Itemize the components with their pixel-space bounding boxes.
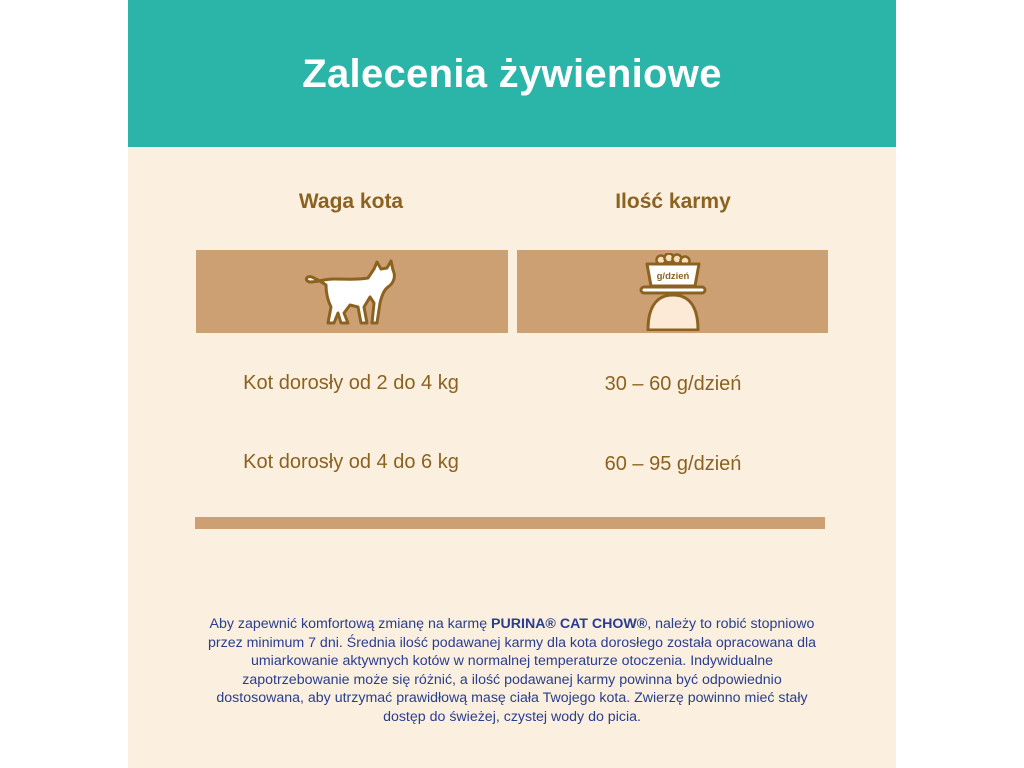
header-banner	[128, 0, 896, 147]
table-divider	[195, 517, 825, 529]
row-2-amount: 60 – 95 g/dzień	[604, 453, 742, 475]
cat-icon-box	[196, 250, 508, 333]
feeding-panel	[128, 0, 896, 768]
icon-label: g/dzień	[656, 270, 689, 282]
cat-icon	[304, 257, 400, 327]
column-header-amount: Ilość karmy	[615, 190, 731, 213]
page-title: Zalecenia żywieniowe	[302, 52, 722, 96]
row-2-weight: Kot dorosły od 4 do 6 kg	[243, 451, 459, 473]
row-1-amount: 30 – 60 g/dzień	[604, 373, 742, 395]
food-bowl-scale-icon	[638, 253, 708, 331]
feeding-note	[198, 615, 826, 726]
note-part-2: , należy to robić stopniowo przez minimum 7 dni. Średnia ilość podawanej karmy dla kota dorosłego została opracowana dla umiarkowanie aktywnych kotów w normalnej temperaturze otoczenia. Indywidualne zapotrzebowanie może się różnić, a ilość podawanej karmy powinna być odpowiednio dostosowana, aby utrzymać prawidłową masę ciała Twojego kota. Zwierzę powinno mieć stały dostęp do świeżej, czystej wody do picia.	[207, 616, 817, 725]
column-header-weight: Waga kota	[298, 190, 404, 213]
row-1-weight: Kot dorosły od 2 do 4 kg	[243, 372, 459, 394]
note-part-1: Aby zapewnić komfortową zmianę na karmę	[209, 616, 492, 633]
food-icon-box	[517, 250, 828, 333]
brand-name: PURINA® CAT CHOW®	[491, 616, 648, 633]
